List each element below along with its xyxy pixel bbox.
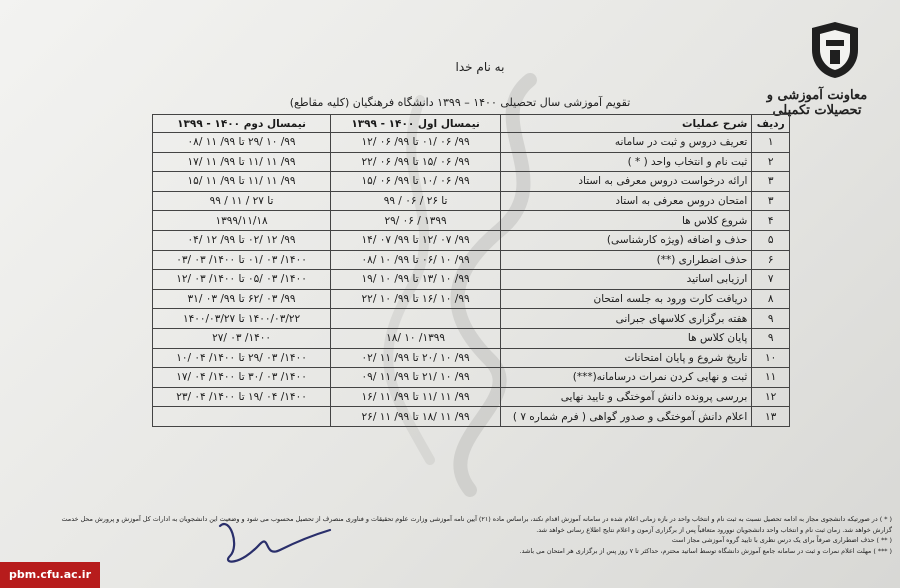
operation-cell: اعلام دانش آموختگی و صدور گواهی ( فرم شماره ۷ ) xyxy=(501,407,752,427)
row-number-cell: ۹ xyxy=(752,328,790,348)
footnote: گزارش خواهد شد. زمان ثبت نام و انتخاب واحد دانشجویان نوورود متعاقباً پس از برگزاری آزمون و اعلام نتایج اطلاع رسانی خواهد شد. xyxy=(536,525,892,534)
row-number-cell: ۵ xyxy=(752,230,790,250)
operation-cell: بررسی پرونده دانش آموختگی و تایید نهایی xyxy=(501,387,752,407)
footnote: ( *** ) مهلت اعلام نمرات و ثبت در سامانه جامع آموزش دانشگاه توسط اساتید محترم، حداکثر تا ۷ روز پس از برگزاری هر امتحان می باشد. xyxy=(519,546,892,555)
operation-cell: شروع کلاس ها xyxy=(501,211,752,231)
operation-cell: تعریف دروس و ثبت در سامانه xyxy=(501,133,752,153)
row-number-cell: ۱ xyxy=(752,133,790,153)
table-row xyxy=(153,368,790,388)
operation-cell: ثبت نام و انتخاب واحد ( * ) xyxy=(501,152,752,172)
table-row xyxy=(153,348,790,368)
row-number-cell: ۲ xyxy=(752,152,790,172)
semester-2-cell: ۱۴۰۰/ ۰۳ /۳۰ تا ۱۴۰۰/ ۰۴ /۱۷ xyxy=(153,368,331,388)
footnote: ( ** ) حذف اضطراری صرفاً برای یک درس نظری با تایید گروه آموزشی مجاز است xyxy=(671,536,892,544)
row-number-cell: ۴ xyxy=(752,211,790,231)
semester-2-cell: ۱۴۰۰/ ۰۳ /۰۱ تا ۱۴۰۰/ ۰۳ /۰۳ xyxy=(153,250,331,270)
row-number-cell: ۸ xyxy=(752,289,790,309)
semester-1-cell: ۹۹/ ۱۱ /۱۸ تا ۹۹/ ۱۱ /۲۶ xyxy=(331,407,501,427)
semester-2-cell: ۱۳۹۹/۱۱/۱۸ xyxy=(153,211,331,231)
semester-2-cell: ۱۴۰۰/ ۰۴ /۱۹ تا ۱۴۰۰/ ۰۴ /۲۳ xyxy=(153,387,331,407)
footnotes xyxy=(8,514,892,556)
row-number-cell: ۳ xyxy=(752,191,790,211)
semester-1-cell: ۹۹/ ۰۶ /۰۱ تا ۹۹/ ۰۶ /۱۲ xyxy=(331,133,501,153)
table-row xyxy=(153,289,790,309)
semester-2-cell: ۹۹/ ۱۱ /۱۱ تا ۹۹/ ۱۱ /۱۵ xyxy=(153,172,331,192)
operation-cell: دریافت کارت ورود به جلسه امتحان xyxy=(501,289,752,309)
row-number-cell: ۱۲ xyxy=(752,387,790,407)
header-semester-2: نیمسال دوم ۱۴۰۰ - ۱۳۹۹ xyxy=(153,115,331,133)
operation-cell: حذف اضطراری (**) xyxy=(501,250,752,270)
row-number-cell: ۳ xyxy=(752,172,790,192)
table-row xyxy=(153,211,790,231)
semester-1-cell xyxy=(331,309,501,329)
operation-cell: ارائه درخواست دروس معرفی به استاد xyxy=(501,172,752,192)
semester-1-cell: ۹۹/ ۱۰ /۲۱ تا ۹۹/ ۱۱ /۰۹ xyxy=(331,368,501,388)
semester-1-cell: ۱۳۹۹ / ۰۶ /۲۹ xyxy=(331,211,501,231)
bismillah-heading: به نام خدا xyxy=(455,60,505,74)
operation-cell: امتحان دروس معرفی به استاد xyxy=(501,191,752,211)
operation-cell: حذف و اضافه (ویژه کارشناسی) xyxy=(501,230,752,250)
semester-1-cell: ۱۳۹۹/ ۱۰ /۱۸ xyxy=(331,328,501,348)
semester-1-cell: تا ۲۶ / ۰۶ / ۹۹ xyxy=(331,191,501,211)
table-header-row xyxy=(153,115,790,133)
row-number-cell: ۱۳ xyxy=(752,407,790,427)
row-number-cell: ۶ xyxy=(752,250,790,270)
semester-1-cell: ۹۹/ ۱۰ /۱۳ تا ۹۹/ ۱۰ /۱۹ xyxy=(331,270,501,290)
semester-1-cell: ۹۹/ ۰۷ /۱۲ تا ۹۹/ ۰۷ /۱۴ xyxy=(331,230,501,250)
header-operation: شرح عملیات xyxy=(501,115,752,133)
semester-1-cell: ۹۹/ ۱۰ /۰۶ تا ۹۹/ ۱۰ /۰۸ xyxy=(331,250,501,270)
operation-cell: تاریخ شروع و پایان امتحانات xyxy=(501,348,752,368)
table-row xyxy=(153,230,790,250)
operation-cell: ثبت و نهایی کردن نمرات درسامانه(***) xyxy=(501,368,752,388)
table-row xyxy=(153,172,790,192)
table-row xyxy=(153,152,790,172)
footnote: ( * ) در صورتیکه دانشجوی مجاز به ادامه تحصیل نسبت به ثبت نام و انتخاب واحد در بازه زمانی اعلام شده در سامانه آموزش اقدام نکند، براساس ماده (۲۱) آیین نامه آموزشی وزارت علوم تحقیقات و فناوری منصرف از تحصیل محسوب می شود و وضعیت این دانشجویان به ادارات کل آموزش و پرورش محل خدمت xyxy=(61,515,892,523)
semester-2-cell: ۹۹/ ۱۲ /۰۲ تا ۹۹/ ۱۲ /۰۴ xyxy=(153,230,331,250)
semester-2-cell: ۹۹/ ۰۳ /۶۲ تا ۹۹/ ۰۳ /۳۱ xyxy=(153,289,331,309)
table-row xyxy=(153,407,790,427)
table-row xyxy=(153,191,790,211)
semester-2-cell: ۱۴۰۰/ ۰۳ /۰۵ تا ۱۴۰۰/ ۰۳ /۱۲ xyxy=(153,270,331,290)
semester-2-cell: ۱۴۰۰/۰۳/۲۲ تا ۱۴۰۰/۰۳/۲۷ xyxy=(153,309,331,329)
table-row xyxy=(153,387,790,407)
row-number-cell: ۷ xyxy=(752,270,790,290)
semester-2-cell: ۹۹/ ۱۰ /۲۹ تا ۹۹/ ۱۱ /۰۸ xyxy=(153,133,331,153)
semester-1-cell: ۹۹/ ۱۰ /۱۶ تا ۹۹/ ۱۰ /۲۲ xyxy=(331,289,501,309)
semester-2-cell: ۱۴۰۰/ ۰۳ /۲۷ xyxy=(153,328,331,348)
semester-2-cell: ۹۹/ ۱۱ /۱۱ تا ۹۹/ ۱۱ /۱۷ xyxy=(153,152,331,172)
page-title: تقویم آموزشی سال تحصیلی ۱۴۰۰ – ۱۳۹۹ دانشگاه فرهنگیان (کلیه مقاطع) xyxy=(289,96,631,109)
semester-2-cell xyxy=(153,407,331,427)
operation-cell: پایان کلاس ها xyxy=(501,328,752,348)
operation-cell: هفته برگزاری کلاسهای جبرانی xyxy=(501,309,752,329)
university-logo-icon xyxy=(808,20,862,80)
semester-1-cell: ۹۹/ ۰۶ /۱۵ تا ۹۹/ ۰۶ /۲۲ xyxy=(331,152,501,172)
semester-1-cell: ۹۹/ ۰۶ /۱۰ تا ۹۹/ ۰۶ /۱۵ xyxy=(331,172,501,192)
department-name: معاونت آموزشی و تحصیلات تکمیلی xyxy=(766,88,868,118)
semester-1-cell: ۹۹/ ۱۱ /۱۱ تا ۹۹/ ۱۱ /۱۶ xyxy=(331,387,501,407)
row-number-cell: ۱۰ xyxy=(752,348,790,368)
table-row xyxy=(153,328,790,348)
table-row xyxy=(153,309,790,329)
semester-2-cell: تا ۲۷ / ۱۱ / ۹۹ xyxy=(153,191,331,211)
header-row-no: ردیف xyxy=(752,115,790,133)
table-row xyxy=(153,250,790,270)
row-number-cell: ۱۱ xyxy=(752,368,790,388)
table-row xyxy=(153,270,790,290)
row-number-cell: ۹ xyxy=(752,309,790,329)
operation-cell: ارزیابی اساتید xyxy=(501,270,752,290)
table-row xyxy=(153,133,790,153)
semester-2-cell: ۱۴۰۰/ ۰۳ /۲۹ تا ۱۴۰۰/ ۰۴ /۱۰ xyxy=(153,348,331,368)
academic-calendar-table xyxy=(152,114,790,427)
header-semester-1: نیمسال اول ۱۴۰۰ - ۱۳۹۹ xyxy=(331,115,501,133)
site-badge: pbm.cfu.ac.ir xyxy=(0,562,100,588)
semester-1-cell: ۹۹/ ۱۰ /۲۰ تا ۹۹/ ۱۱ /۰۲ xyxy=(331,348,501,368)
